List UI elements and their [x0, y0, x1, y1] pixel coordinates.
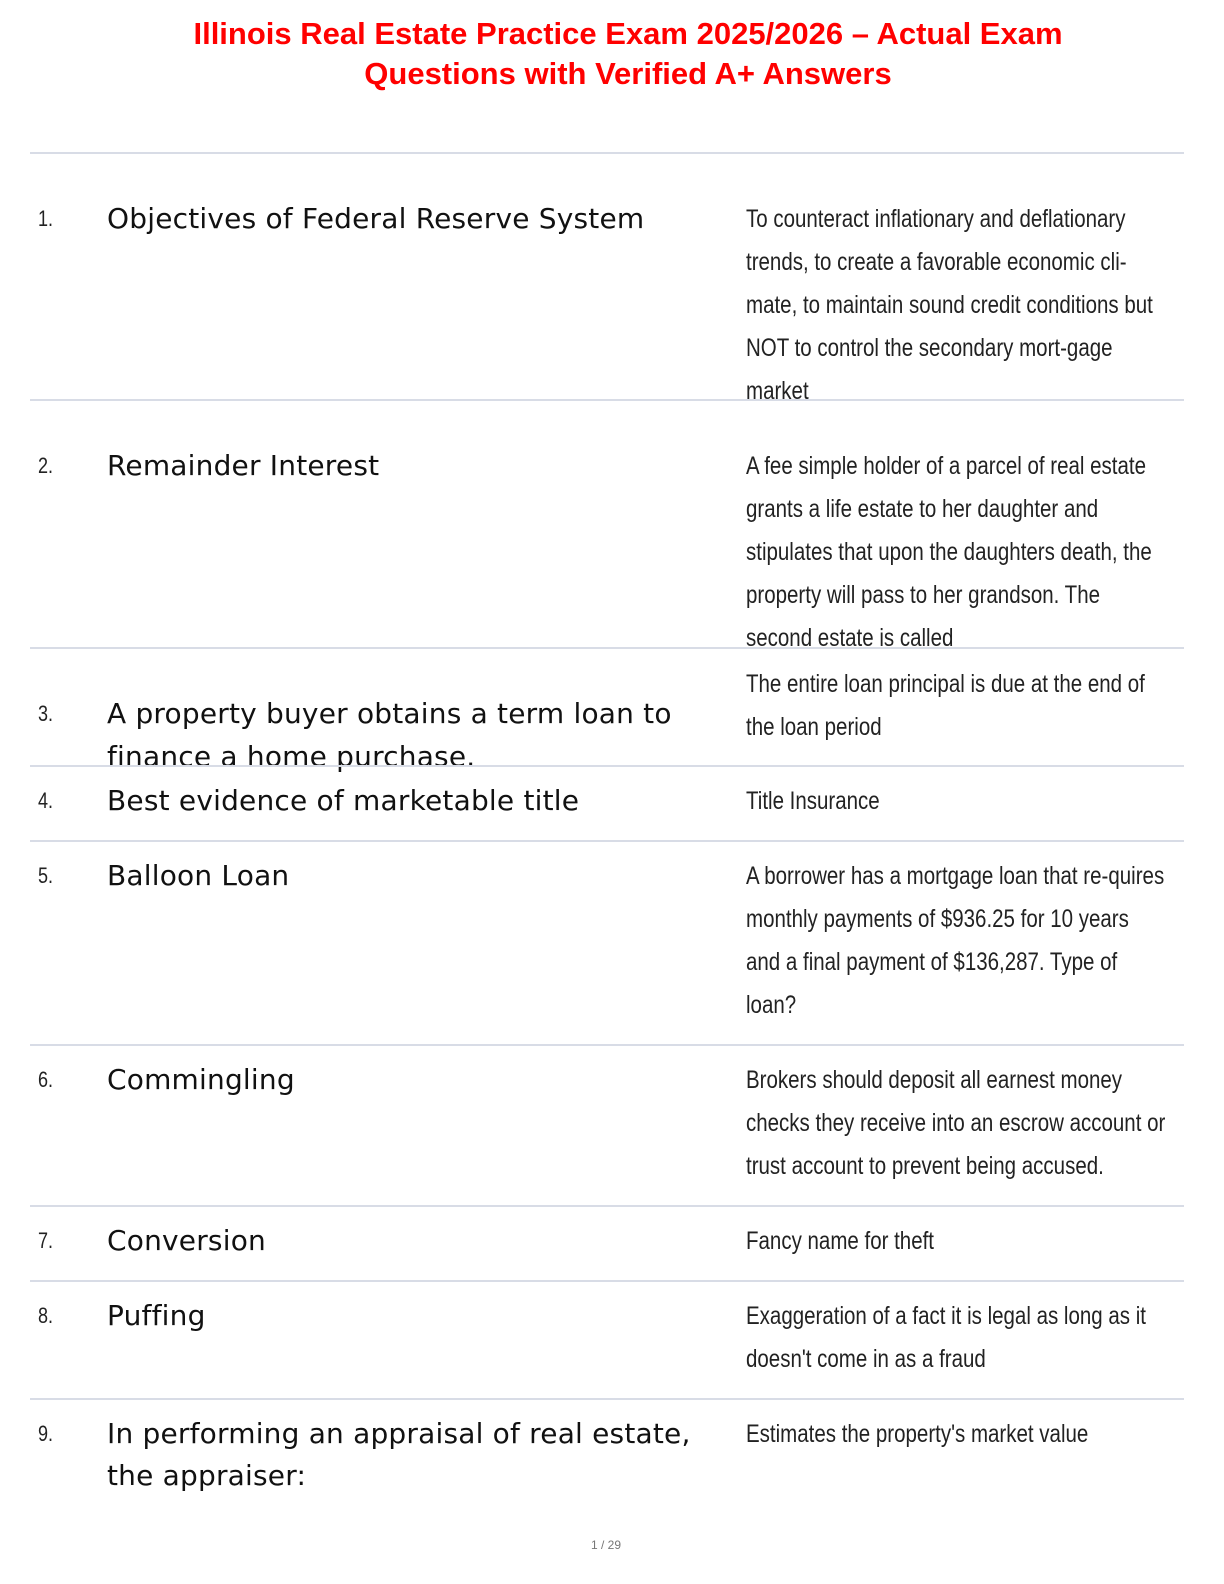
- item-number: 7.: [38, 1228, 54, 1253]
- item-number: 4.: [38, 788, 54, 813]
- divider: [30, 1205, 1184, 1207]
- item-term: Commingling: [107, 1063, 295, 1096]
- item-definition: Brokers should deposit all earnest money checks they receive into an escrow account or trust account to prevent being accused.: [746, 1066, 1166, 1180]
- divider: [30, 647, 1184, 649]
- item-definition: Fancy name for theft: [746, 1227, 935, 1255]
- item-number: 5.: [38, 863, 54, 888]
- document-title: [0, 14, 1224, 94]
- item-number: 2.: [38, 453, 54, 478]
- item-term: Puffing: [107, 1299, 206, 1332]
- item-term: Balloon Loan: [107, 859, 290, 892]
- title-line-1: Illinois Real Estate Practice Exam 2025/2026 – Actual Exam: [193, 16, 1063, 51]
- divider: [30, 1044, 1184, 1046]
- item-definition: Estimates the property's market value: [746, 1420, 1089, 1448]
- item-definition: Exaggeration of a fact it is legal as long as it doesn't come in as a fraud: [746, 1302, 1146, 1373]
- item-number: 1.: [38, 206, 54, 231]
- item-number: 9.: [38, 1421, 54, 1446]
- divider: [30, 1398, 1184, 1400]
- item-definition: A borrower has a mortgage loan that re-quires monthly payments of $936.25 for 10 years and a final payment of $136,287. Type of loan?: [746, 862, 1165, 1019]
- item-number: 3.: [38, 701, 54, 726]
- divider: [30, 1280, 1184, 1282]
- item-term: Best evidence of marketable title: [107, 784, 580, 817]
- divider: [30, 765, 1184, 767]
- item-term: A property buyer obtains a term loan to finance a home purchase.: [107, 697, 672, 773]
- page-number: 1 / 29: [590, 1538, 622, 1552]
- item-term: Objectives of Federal Reserve System: [107, 202, 645, 235]
- divider: [30, 152, 1184, 154]
- title-line-2: Questions with Verified A+ Answers: [364, 56, 892, 91]
- item-term: In performing an appraisal of real estate, the appraiser:: [107, 1417, 691, 1492]
- divider: [30, 399, 1184, 401]
- item-definition: Title Insurance: [746, 787, 880, 815]
- item-definition: To counteract inflationary and deflationary trends, to create a favorable economic cli-mate, to maintain sound credit conditions but NOT to control the secondary mort-gage market: [746, 205, 1153, 405]
- item-term: Conversion: [107, 1224, 266, 1257]
- item-term: Remainder Interest: [107, 449, 380, 482]
- item-definition: The entire loan principal is due at the end of the loan period: [746, 670, 1145, 741]
- divider: [30, 840, 1184, 842]
- item-definition: A fee simple holder of a parcel of real estate grants a life estate to her daughter and stipulates that upon the daughters death, the property will pass to her grandson. The second estate is called: [746, 452, 1152, 652]
- item-number: 8.: [38, 1303, 54, 1328]
- item-number: 6.: [38, 1067, 54, 1092]
